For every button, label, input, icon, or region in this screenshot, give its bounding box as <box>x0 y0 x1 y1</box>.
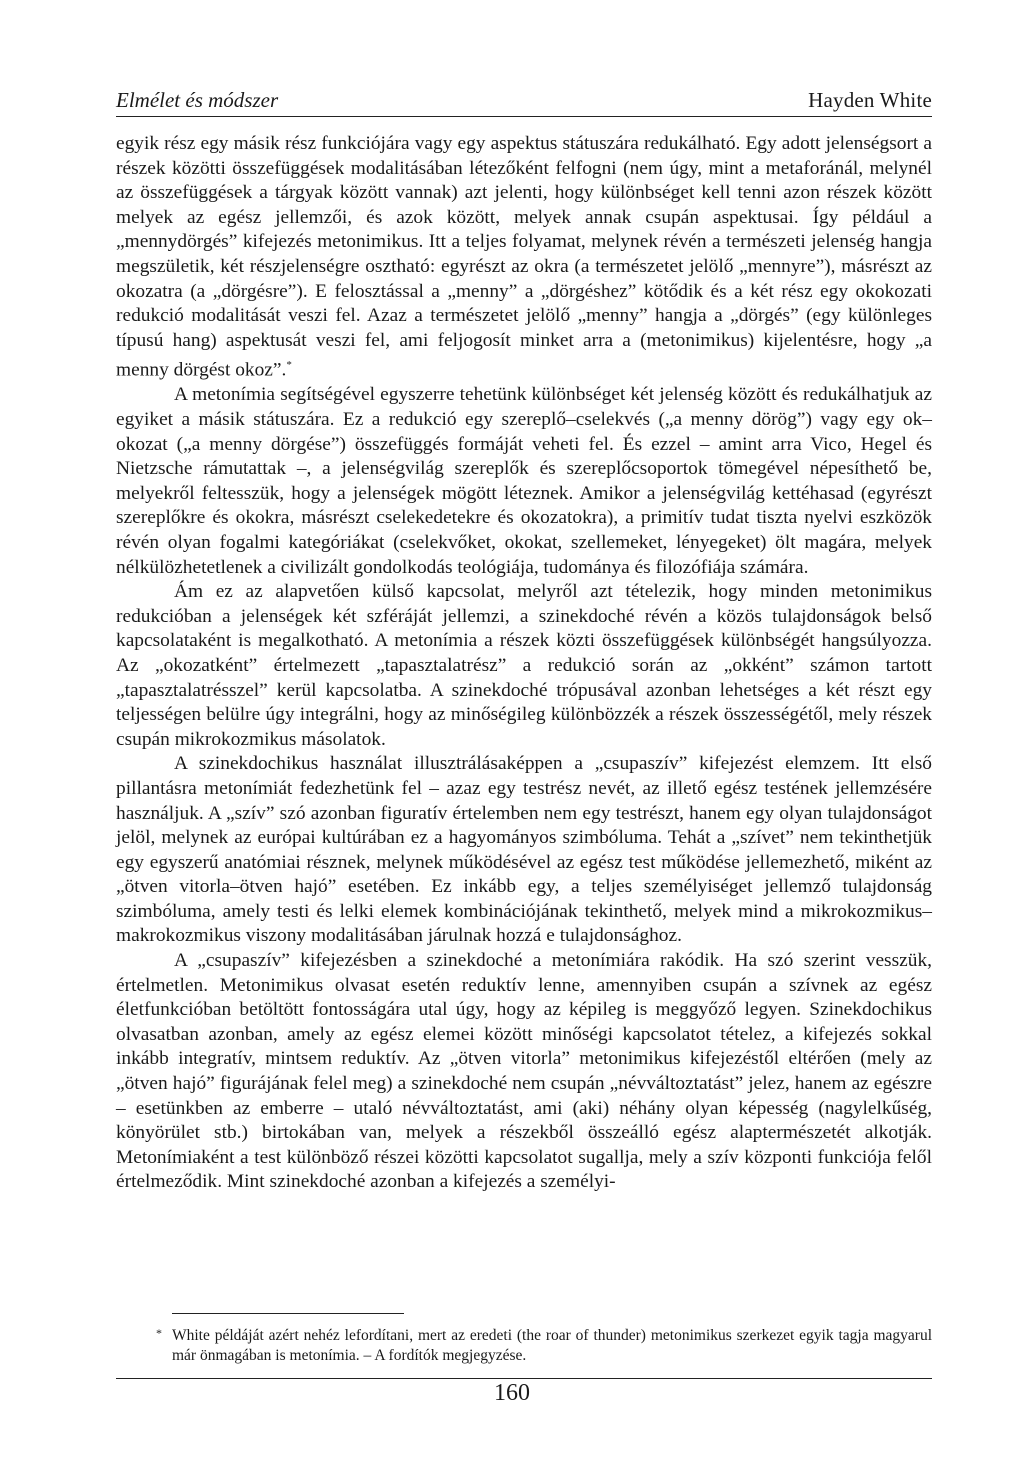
footnote-mark: * <box>156 1326 162 1340</box>
paragraph-3: Ám ez az alapvetően külső kapcsolat, melyről azt tételezik, hogy minden metonimikus redukcióban a jelenségek két szféráját jellemzi, a szinekdoché révén a közös tulajdonságok belső kapcsolataként is megalkotható. A metonímia a részek közti összefüggések különbségét hangsúlyozza. Az „okozatként” értelmezett „tapasztalatrész” a redukció során az „okként” számon tartott „tapasztalatrésszel” kerül kapcsolatba. A szinekdoché trópusával azonban lehetséges a két részt egy teljességen belülre úgy integrálni, hogy az minőségileg különbözzék a részek összességétől, mely részek csupán mikrokozmikus másolatok. <box>116 581 932 750</box>
paragraph-2: A metonímia segítségével egyszerre tehetünk különbséget két jelenség között és redukálhatjuk az egyiket a másik státuszára. Ez a redukció egy szereplő–cselekvés („a menny dörög”) vagy egy ok–okozat („a menny dörgése”) összefüggés formáját veheti fel. És ezzel – amint arra Vico, Hegel és Nietzsche rámutattak –, a jelenségvilág szereplők és szereplőcsoportok tömegével népesíthető be, melyekről feltesszük, hogy a jelenségek mögött léteznek. Amikor a jelenségvilág kettéhasad (egyrészt szereplőkre és okokra, másrészt cselekedetekre és okozatokra), a primitív tudat tiszta nyelvi eszközök révén olyan fogalmi kategóriákat (cselekvőket, okokat, szellemeket, lényegeket) ölt magára, melyek nélkülözhetetlenek a civilizált gondolkodás teológiája, tudománya és filozófiája számára. <box>116 384 932 578</box>
page-number: 160 <box>494 1380 530 1406</box>
paragraph-1-text: egyik rész egy másik rész funkciójára vagy egy aspektus státuszára redukálható. Egy adott jelenségsort a részek közötti összefüggések modalitásában létezőként felfogni (nem úgy, mint a metaforánál, melynél az összefüggések a tárgyak között vannak) azt jelenti, hogy különbséget kell tenni azon részek között melyek az egész jellemzői, és azok között, melyek annak csupán aspektusai. Így például a „mennydörgés” kifejezés metonimikus. Itt a teljes folyamat, melynek révén a természeti jelenség hangja megszületik, két részjelenségre osztható: egyrészt az okra (a természetet jelölő „mennyre”), másrészt az okozatra (a „dörgésre”). E felosztással a „menny” a „dörgéshez” kötődik és a két rész egy okokozati redukció modalitását veszi fel. Azaz a természetet jelölő „menny” hangja a „dörgés” (egy különleges típusú hang) aspektusát veszi fel, ami feljogosít minket arra a (metonimikus) kijelentésre, hogy „a menny dörgést okoz”. <box>116 133 932 381</box>
footnote <box>156 1326 932 1366</box>
footnote-ref-mark: * <box>286 359 292 372</box>
bottom-rule <box>116 1378 932 1379</box>
footnote-separator <box>172 1313 404 1314</box>
header-section-title: Elmélet és módszer <box>116 88 279 112</box>
footnote-text: White példáját azért nehéz lefordítani, mert az eredeti (the roar of thunder) metonimikus szerkezet egyik tagja magyarul már önmagában is metonímia. – A fordítók megjegyzése. <box>172 1327 932 1364</box>
paragraph-4: A szinekdochikus használat illusztrálásaképpen a „csupaszív” kifejezést elemzem. Itt első pillantásra metonímiát fedezhetünk fel – azaz egy testrész nevét, az illető egész testének jellemzésére használjuk. A „szív” szó azonban figuratív értelemben nem egy testrészt, hanem egy olyan tulajdonságot jelöl, melynek az európai kultúrában ez a hagyományos szimbóluma. Tehát a „szívet” nem tekinthetjük egy egyszerű anatómiai résznek, melynek működésével az egész test működése jellemezhető, miként az „ötven vitorla–ötven hajó” esetében. Ez inkább egy, a teljes személyiséget jellemző tulajdonság szimbóluma, amely testi és lelki elemek kombinációjának tekinthető, melyek mind a mikrokozmikus–makrokozmikus viszony modalitásában járulnak hozzá e tulajdonsághoz. <box>116 753 932 947</box>
header-author: Hayden White <box>808 88 932 112</box>
running-header <box>116 86 932 117</box>
paragraph-1 <box>116 132 932 383</box>
paragraph-5: A „csupaszív” kifejezésben a szinekdoché a metonímiára rakódik. Ha szó szerint vesszük, értelmetlen. Metonimikus olvasat esetén reduktív lenne, amennyiben csupán a szívnek az egész életfunkcióban betöltött fontosságára utal úgy, hogy az képileg is meggyőző legyen. Szinekdochikus olvasatban azonban, amely az egész elemei között minőségi kapcsolatot tételez, a kifejezés sokkal inkább integratív, mintsem reduktív. Az „ötven vitorla” metonimikus kifejezéstől eltérően (mely az „ötven hajó” figurájának felel meg) a szinekdoché nem csupán „névváltoztatást” jelez, hanem az egészre – esetünkben az emberre – utaló névváltoztatást, ami (aki) néhány olyan képesség (nagylelkűség, könyörület stb.) birtokában van, melyek a részekből összeálló egész alaptermészetét alkotják. Metonímiaként a test különböző részei közötti kapcsolatot sugallja, mely a szív központi funkciója felől értelmeződik. Mint szinekdoché azonban a kifejezés a személyi- <box>116 950 932 1193</box>
body-text <box>116 132 932 1195</box>
